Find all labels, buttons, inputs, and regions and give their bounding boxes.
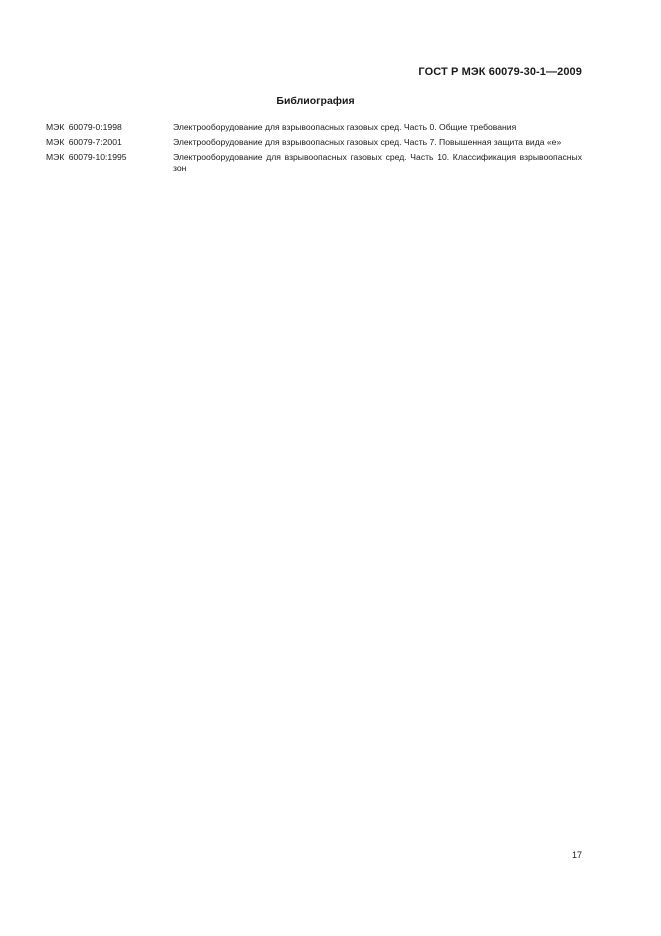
- bibliography-entry-code: МЭК 60079-0:1998: [46, 122, 122, 132]
- bibliography-entry-title: Электрооборудование для взрывоопасных газовых сред. Часть 7. Повышенная защита вида «е»: [173, 137, 562, 147]
- bibliography-list: [46, 122, 582, 178]
- document-standard-id: ГОСТ Р МЭК 60079-30-1—2009: [418, 66, 582, 78]
- bibliography-entry: [46, 122, 582, 133]
- bibliography-entry-code: МЭК 60079-7:2001: [46, 137, 122, 147]
- bibliography-entry: [46, 152, 582, 174]
- bibliography-entry-code: МЭК 60079-10:1995: [46, 152, 127, 162]
- bibliography-entry-title: Электрооборудование для взрывоопасных газовых сред. Часть 10. Классификация взрывоопасных зон: [173, 152, 582, 173]
- page-number: 17: [571, 850, 582, 860]
- bibliography-entry-title: Электрооборудование для взрывоопасных газовых сред. Часть 0. Общие требования: [173, 122, 517, 132]
- bibliography-heading: Библиография: [276, 95, 355, 107]
- bibliography-entry: [46, 137, 582, 148]
